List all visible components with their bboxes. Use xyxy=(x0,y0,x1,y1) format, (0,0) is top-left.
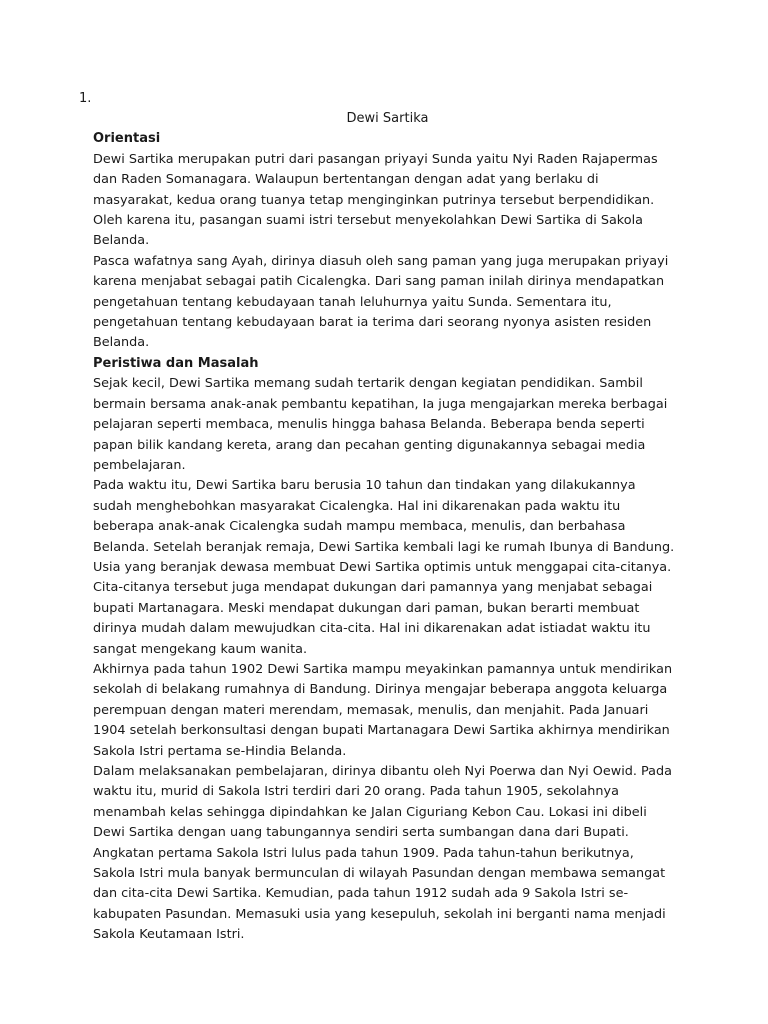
paragraph: Pasca wafatnya sang Ayah, dirinya diasuh oleh sang paman yang juga merupakan priyayi karena menjabat sebagai patih Cicalengka. Dari sang paman inilah dirinya mendapatkan pengetahuan tentang kebudayaan tanah leluhurnya yaitu Sunda. Sementara itu, pengetahuan tentang kebudayaan barat ia terima dari seorang nyonya asisten residen Belanda. xyxy=(93,253,669,351)
paragraph: Akhirnya pada tahun 1902 Dewi Sartika mampu meyakinkan pamannya untuk mendirikan sekolah di belakang rumahnya di Bandung. Dirinya mengajar beberapa anggota keluarga perempuan dengan materi merendam, memasak, menulis, dan menjahit. Pada Januari 1904 setelah berkonsultasi dengan bupati Martanagara Dewi Sartika akhirnya mendirikan Sakola Istri pertama se-Hindia Belanda. xyxy=(93,661,673,759)
paragraph: Pada waktu itu, Dewi Sartika baru berusia 10 tahun dan tindakan yang dilakukannya sudah menghebohkan masyarakat Cicalengka. Hal ini dikarenakan pada waktu itu beberapa anak-anak Cicalengka sudah mampu membaca, menulis, dan berbahasa Belanda. Setelah beranjak remaja, Dewi Sartika kembali lagi ke rumah Ibunya di Bandung. xyxy=(93,478,675,555)
paragraph: Sejak kecil, Dewi Sartika memang sudah tertarik dengan kegiatan pendidikan. Sambil bermain bersama anak-anak pembantu kepatihan, Ia juga mengajarkan mereka berbagai pelajaran seperti membaca, menulis hingga bahasa Belanda. Beberapa benda seperti papan bilik kandang kereta, arang dan pecahan genting digunakannya sebagai media pembelajaran. xyxy=(93,376,668,473)
section-heading: Orientasi xyxy=(93,131,161,147)
list-number: 1. xyxy=(79,91,92,106)
section-peristiwa-dan-masalah xyxy=(93,354,676,946)
paragraph: Usia yang beranjak dewasa membuat Dewi Sartika optimis untuk menggapai cita-citanya. Cita-citanya tersebut juga mendapat dukungan dari pamannya yang menjabat sebagai bupati Martanagara. Meski mendapat dukungan dari paman, bukan berarti membuat dirinya mudah dalam mewujudkan cita-cita. Hal ini dikarenakan adat istiadat waktu itu sangat mengekang kaum wanita. xyxy=(93,559,672,657)
section-heading: Peristiwa dan Masalah xyxy=(93,355,259,371)
paragraph: Dewi Sartika merupakan putri dari pasangan priyayi Sunda yaitu Nyi Raden Rajapermas dan Raden Somanagara. Walaupun bertentangan dengan adat yang berlaku di masyarakat, kedua orang tuanya tetap menginginkan putrinya tersebut berpendidikan. Oleh karena itu, pasangan suami istri tersebut menyekolahkan Dewi Sartika di Sakola Belanda. xyxy=(93,151,658,249)
section-orientasi xyxy=(93,129,676,353)
paragraph: Dalam melaksanakan pembelajaran, dirinya dibantu oleh Nyi Poerwa dan Nyi Oewid. Pada waktu itu, murid di Sakola Istri terdiri dari 20 orang. Pada tahun 1905, sekolahnya menambah kelas sehingga dipindahkan ke Jalan Ciguriang Kebon Cau. Lokasi ini dibeli Dewi Sartika dengan uang tabungannya sendiri serta sumbangan dana dari Bupati. xyxy=(93,764,672,841)
document-title: Dewi Sartika xyxy=(346,111,429,126)
paragraph: Angkatan pertama Sakola Istri lulus pada tahun 1909. Pada tahun-tahun berikutnya, Sakola Istri mula banyak bermunculan di wilayah Pasundan dengan membawa semangat dan cita-cita Dewi Sartika. Kemudian, pada tahun 1912 sudah ada 9 Sakola Istri se-kabupaten Pasundan. Memasuki usia yang kesepuluh, sekolah ini berganti nama menjadi Sakola Keutamaan Istri. xyxy=(93,845,666,943)
document-body xyxy=(93,109,676,946)
